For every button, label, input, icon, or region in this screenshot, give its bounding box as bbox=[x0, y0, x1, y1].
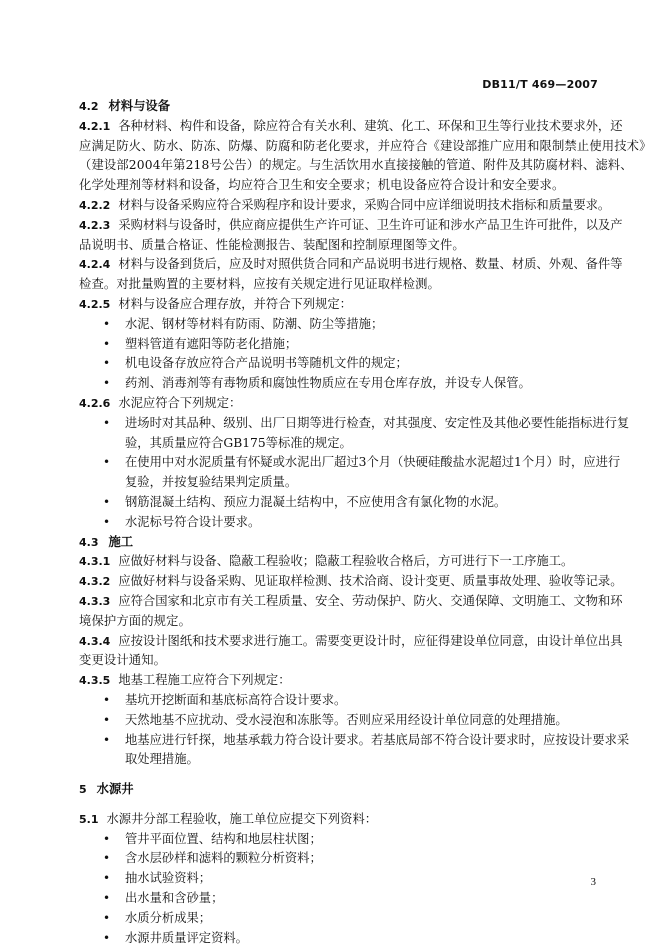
clause bbox=[79, 572, 623, 592]
clause-number: 4.2.6 bbox=[79, 396, 111, 410]
clause-number: 4.2.3 bbox=[79, 218, 111, 232]
bullet-item bbox=[79, 513, 599, 533]
bullet-item bbox=[79, 493, 599, 513]
bullet-text: 机电设备存放应符合产品说明书等随机文件的规定； bbox=[125, 356, 408, 371]
bullet-text: 水源井质量评定资料。 bbox=[125, 930, 248, 945]
clause-text: 各种材料、构件和设备，除应符合有关水利、建筑、化工、环保和卫生等行业技术要求外，还 bbox=[118, 118, 623, 133]
bullet-icon: • bbox=[103, 316, 111, 331]
document-body bbox=[79, 97, 652, 948]
bullet-text: 钢筋混凝土结构、预应力混凝土结构中，不应使用含有氯化物的水泥。 bbox=[125, 494, 507, 509]
clause-number: 4.2.4 bbox=[79, 258, 111, 272]
bullet-text: 水泥标号符合设计要求。 bbox=[125, 514, 261, 529]
section-title: 材料与设备 bbox=[108, 99, 170, 113]
bullet-text: 出水量和含砂量； bbox=[125, 891, 224, 906]
clause-number: 4.2.1 bbox=[79, 119, 111, 133]
bullet-icon: • bbox=[103, 692, 111, 707]
bullet-icon: • bbox=[103, 455, 111, 470]
clause bbox=[79, 552, 599, 572]
bullet-icon: • bbox=[103, 851, 111, 866]
clause-number: 4.3.3 bbox=[79, 594, 111, 608]
bullet-item bbox=[79, 849, 599, 869]
clause-continuation: （建设部2004年第218号公告）的规定。与生活饮用水直接接触的管道、附件及其防腐材料、滤料、 bbox=[79, 158, 633, 173]
bullet-continuation: 复验，并按复验结果判定质量。 bbox=[125, 475, 298, 490]
bullet-icon: • bbox=[103, 831, 111, 846]
page-number: 3 bbox=[590, 876, 596, 888]
clause-continuation: 品说明书、质量合格证、性能检测报告、装配图和控制原理图等文件。 bbox=[79, 237, 465, 252]
bullet-icon: • bbox=[103, 910, 111, 925]
bullet-icon: • bbox=[103, 871, 111, 886]
bullet-item bbox=[79, 315, 599, 335]
bullet-icon: • bbox=[103, 356, 111, 371]
clause bbox=[79, 394, 599, 414]
bullet-icon: • bbox=[103, 891, 111, 906]
bullet-item bbox=[79, 335, 599, 355]
clause-text: 应按设计图纸和技术要求进行施工。需要变更设计时，应征得建设单位同意，由设计单位出具 bbox=[118, 633, 623, 648]
bullet-icon: • bbox=[103, 415, 111, 430]
bullet-text: 水质分析成果； bbox=[125, 910, 212, 925]
clause bbox=[79, 295, 599, 315]
spacer bbox=[79, 770, 599, 780]
clause-text: 应符合国家和北京市有关工程质量、安全、劳动保护、防火、交通保障、文明施工、文物和环 bbox=[118, 593, 623, 608]
bullet-icon: • bbox=[103, 494, 111, 509]
clause-text: 材料与设备到货后，应及时对照供货合同和产品说明书进行规格、数量、材质、外观、备件等 bbox=[118, 257, 623, 272]
clause-text: 采购材料与设备时，供应商应提供生产许可证、卫生许可证和涉水产品卫生许可批件，以及产 bbox=[118, 217, 623, 232]
clause-number: 4.2.2 bbox=[79, 198, 111, 212]
bullet-text: 水泥、钢材等材料有防雨、防潮、防尘等措施； bbox=[125, 316, 384, 331]
bullet-continuation: 验，其质量应符合GB175等标准的规定。 bbox=[125, 435, 352, 450]
clause-continuation: 应满足防火、防水、防冻、防爆、防腐和防老化要求，并应符合《建设部推广应用和限制禁止使用技术》 bbox=[79, 138, 652, 153]
section-title: 水源井 bbox=[96, 782, 134, 797]
bullet-text: 在使用中对水泥质量有怀疑或水泥出厂超过3个月（快硬硅酸盐水泥超过1个月）时，应进行 bbox=[125, 455, 621, 470]
clause-text: 材料与设备应合理存放，并符合下列规定： bbox=[118, 296, 352, 311]
bullet-item bbox=[79, 374, 599, 394]
bullet-item bbox=[79, 869, 599, 889]
clause-continuation: 境保护方面的规定。 bbox=[79, 613, 192, 628]
clause bbox=[79, 671, 599, 691]
section-heading bbox=[79, 780, 599, 800]
clause bbox=[79, 810, 599, 830]
section-heading bbox=[79, 97, 599, 117]
section-number: 4.3 bbox=[79, 535, 99, 549]
bullet-text: 管井平面位置、结构和地层柱状图； bbox=[125, 831, 322, 846]
bullet-item bbox=[79, 929, 599, 948]
section-title: 施工 bbox=[108, 534, 134, 549]
clause bbox=[79, 117, 623, 137]
clause-number: 5.1 bbox=[79, 812, 99, 826]
bullet-item bbox=[79, 830, 599, 850]
section-heading bbox=[79, 533, 599, 553]
bullet-text: 塑料管道有遮阳等防老化措施； bbox=[125, 336, 298, 351]
clause-text: 应做好材料与设备、隐蔽工程验收；隐蔽工程验收合格后，方可进行下一工序施工。 bbox=[118, 554, 574, 569]
bullet-icon: • bbox=[103, 930, 111, 945]
spacer bbox=[79, 800, 599, 810]
clause-continuation: 变更设计通知。 bbox=[79, 653, 167, 668]
clause bbox=[79, 255, 623, 275]
bullet-item bbox=[79, 453, 621, 473]
clause-number: 4.3.1 bbox=[79, 555, 111, 569]
clause bbox=[79, 632, 623, 652]
bullet-text: 天然地基不应扰动、受水浸泡和冻胀等。否则应采用经设计单位同意的处理措施。 bbox=[125, 712, 568, 727]
bullet-item bbox=[79, 711, 599, 731]
section-number: 5 bbox=[79, 783, 87, 797]
clause-text: 水泥应符合下列规定： bbox=[118, 395, 242, 410]
bullet-item bbox=[79, 691, 599, 711]
bullet-icon: • bbox=[103, 336, 111, 351]
clause-text: 材料与设备采购应符合采购程序和设计要求，采购合同中应详细说明技术指标和质量要求。 bbox=[118, 197, 611, 212]
clause-number: 4.2.5 bbox=[79, 297, 111, 311]
clause-number: 4.3.2 bbox=[79, 575, 111, 589]
bullet-text: 抽水试验资料； bbox=[125, 871, 212, 886]
clause-continuation: 化学处理剂等材料和设备，均应符合卫生和安全要求；机电设备应符合设计和安全要求。 bbox=[79, 178, 565, 193]
bullet-icon: • bbox=[103, 514, 111, 529]
bullet-icon: • bbox=[103, 732, 111, 747]
clause bbox=[79, 216, 623, 236]
clause-text: 应做好材料与设备采购、见证取样检测、技术洽商、设计变更、质量事故处理、验收等记录。 bbox=[118, 574, 623, 589]
bullet-item bbox=[79, 909, 599, 929]
bullet-text: 基坑开挖断面和基底标高符合设计要求。 bbox=[125, 692, 347, 707]
clause-text: 水源井分部工程验收，施工单位应提交下列资料： bbox=[106, 811, 378, 826]
bullet-icon: • bbox=[103, 376, 111, 391]
document-code: DB11/T 469—2007 bbox=[482, 78, 598, 91]
clause-text: 地基工程施工应符合下列规定： bbox=[118, 673, 291, 688]
bullet-text: 进场时对其品种、级别、出厂日期等进行检查，对其强度、安定性及其他必要性能指标进行复 bbox=[125, 415, 630, 430]
clause-number: 4.3.5 bbox=[79, 674, 111, 688]
bullet-item bbox=[79, 414, 630, 434]
bullet-item bbox=[79, 354, 599, 374]
bullet-item bbox=[79, 889, 599, 909]
clause-continuation: 检查。对批量购置的主要材料，应按有关规定进行见证取样检测。 bbox=[79, 277, 440, 292]
clause bbox=[79, 196, 611, 216]
clause bbox=[79, 592, 623, 612]
bullet-text: 含水层砂样和滤料的颗粒分析资料； bbox=[125, 851, 322, 866]
bullet-item bbox=[79, 731, 630, 751]
bullet-text: 药剂、消毒剂等有毒物质和腐蚀性物质应在专用仓库存放，并设专人保管。 bbox=[125, 376, 531, 391]
bullet-continuation: 取处理措施。 bbox=[125, 752, 199, 767]
bullet-text: 地基应进行钎探，地基承载力符合设计要求。若基底局部不符合设计要求时，应按设计要求采 bbox=[125, 732, 630, 747]
clause-number: 4.3.4 bbox=[79, 634, 111, 648]
bullet-icon: • bbox=[103, 712, 111, 727]
section-number: 4.2 bbox=[79, 100, 99, 113]
